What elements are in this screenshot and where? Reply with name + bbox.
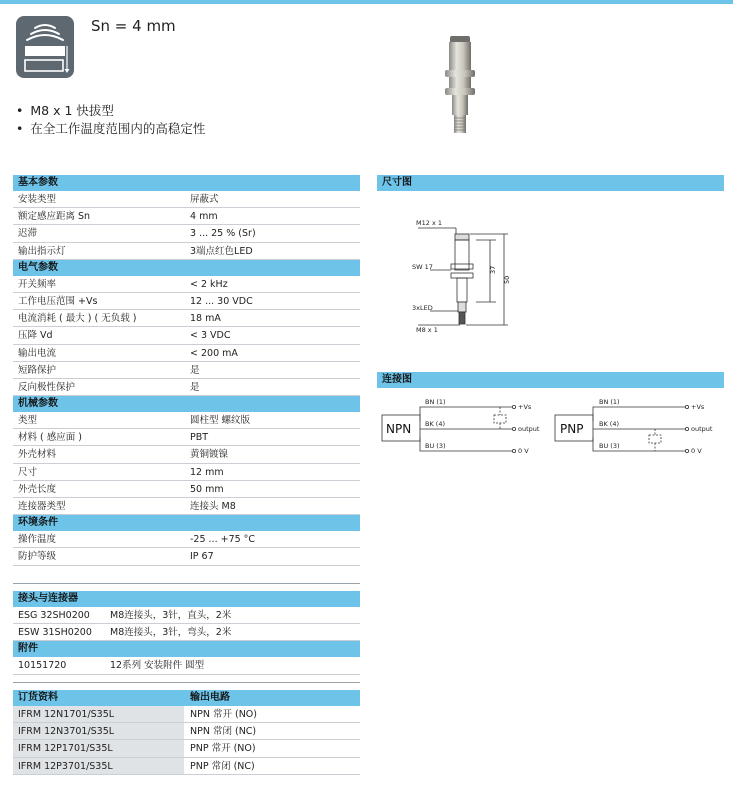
table-row: 反向极性保护 是	[13, 379, 360, 396]
wire-label: BK (4)	[425, 420, 445, 428]
wiring-diagram	[377, 393, 727, 465]
table-row: 材料 ( 感应面 ) PBT	[13, 429, 360, 446]
spec-table	[13, 175, 360, 566]
table-row: IFRM 12P1701/S35L PNP 常开 (NO)	[13, 740, 360, 757]
table-row: 额定感应距离 Sn 4 mm	[13, 208, 360, 225]
dim-label: M8 x 1	[416, 326, 438, 334]
table-row: 迟滞 3 ... 25 % (Sr)	[13, 225, 360, 242]
table-row: 输出电流 < 200 mA	[13, 345, 360, 362]
table-row: 防护等级 IP 67	[13, 548, 360, 565]
section-header-wiring: 连接图	[377, 372, 724, 388]
sensor-product-image	[430, 26, 490, 150]
dim-label: 50	[503, 275, 511, 284]
table-row: 外壳材料 黄铜镀镍	[13, 446, 360, 463]
feature-item: • M8 x 1 快拔型	[16, 102, 205, 120]
inductive-sensor-icon	[16, 16, 74, 78]
npn-label: NPN	[386, 422, 412, 436]
table-row: IFRM 12N3701/S35L NPN 常闭 (NC)	[13, 723, 360, 740]
section-header-basic: 基本参数	[13, 175, 360, 191]
table-row: 压降 Vd < 3 VDC	[13, 327, 360, 344]
table-row: 外壳长度 50 mm	[13, 481, 360, 498]
table-row: 输出指示灯 3端点红色LED	[13, 243, 360, 260]
table-row: IFRM 12P3701/S35L PNP 常闭 (NC)	[13, 758, 360, 775]
ordering-col-code: 订货资料	[18, 692, 58, 703]
connector-table	[13, 591, 360, 675]
wire-label: BU (3)	[425, 442, 446, 450]
terminal-label: +Vs	[518, 403, 532, 411]
table-row: 开关频率 < 2 kHz	[13, 276, 360, 293]
pnp-label: PNP	[560, 422, 584, 436]
wiring-section	[377, 372, 724, 388]
table-row: 短路保护 是	[13, 362, 360, 379]
section-header-connectors: 接头与连接器	[13, 591, 360, 607]
ordering-col-output: 输出电路	[190, 692, 230, 703]
table-row: ESW 31SH0200 M8连接头，3针，弯头，2米	[13, 624, 360, 641]
terminal-label: 0 V	[691, 447, 702, 455]
section-header-dimensions: 尺寸图	[377, 175, 724, 191]
ordering-header	[13, 690, 360, 706]
section-header-mechanical: 机械参数	[13, 396, 360, 412]
feature-item: • 在全工作温度范围内的高稳定性	[16, 120, 205, 138]
table-row: 类型 圆柱型 螺纹版	[13, 412, 360, 429]
table-row: 10151720 12系列 安装附件 圆型	[13, 657, 360, 674]
dim-label: 3xLED	[412, 304, 433, 312]
table-row: 工作电压范围 +Vs 12 ... 30 VDC	[13, 293, 360, 310]
table-row: ESG 32SH0200 M8连接头，3针，直头，2米	[13, 607, 360, 624]
table-row: 连接器类型 连接头 M8	[13, 498, 360, 515]
section-header-environment: 环境条件	[13, 515, 360, 531]
wire-label: BN (1)	[425, 398, 446, 406]
page-title: Sn = 4 mm	[91, 17, 176, 35]
section-header-accessories: 附件	[13, 641, 360, 657]
dim-label: 37	[489, 265, 497, 274]
divider	[13, 682, 360, 683]
table-row: IFRM 12N1701/S35L NPN 常开 (NO)	[13, 706, 360, 723]
dimensions-section	[377, 175, 724, 191]
terminal-label: output	[518, 425, 540, 433]
ordering-table	[13, 690, 360, 775]
dimension-drawing	[400, 212, 540, 342]
top-accent-bar	[0, 0, 733, 4]
wire-label: BN (1)	[599, 398, 620, 406]
terminal-label: output	[691, 425, 713, 433]
table-row: 电流消耗 ( 最大 ) ( 无负载 ) 18 mA	[13, 310, 360, 327]
feature-list	[16, 102, 205, 138]
section-header-electrical: 电气参数	[13, 260, 360, 276]
table-row: 操作温度 -25 ... +75 °C	[13, 531, 360, 548]
table-row: 安装类型 屏蔽式	[13, 191, 360, 208]
dim-label: SW 17	[412, 263, 433, 271]
dim-label: M12 x 1	[416, 219, 442, 227]
terminal-label: 0 V	[518, 447, 529, 455]
wire-label: BK (4)	[599, 420, 619, 428]
table-row: 尺寸 12 mm	[13, 464, 360, 481]
wire-label: BU (3)	[599, 442, 620, 450]
terminal-label: +Vs	[691, 403, 705, 411]
divider	[13, 583, 360, 584]
